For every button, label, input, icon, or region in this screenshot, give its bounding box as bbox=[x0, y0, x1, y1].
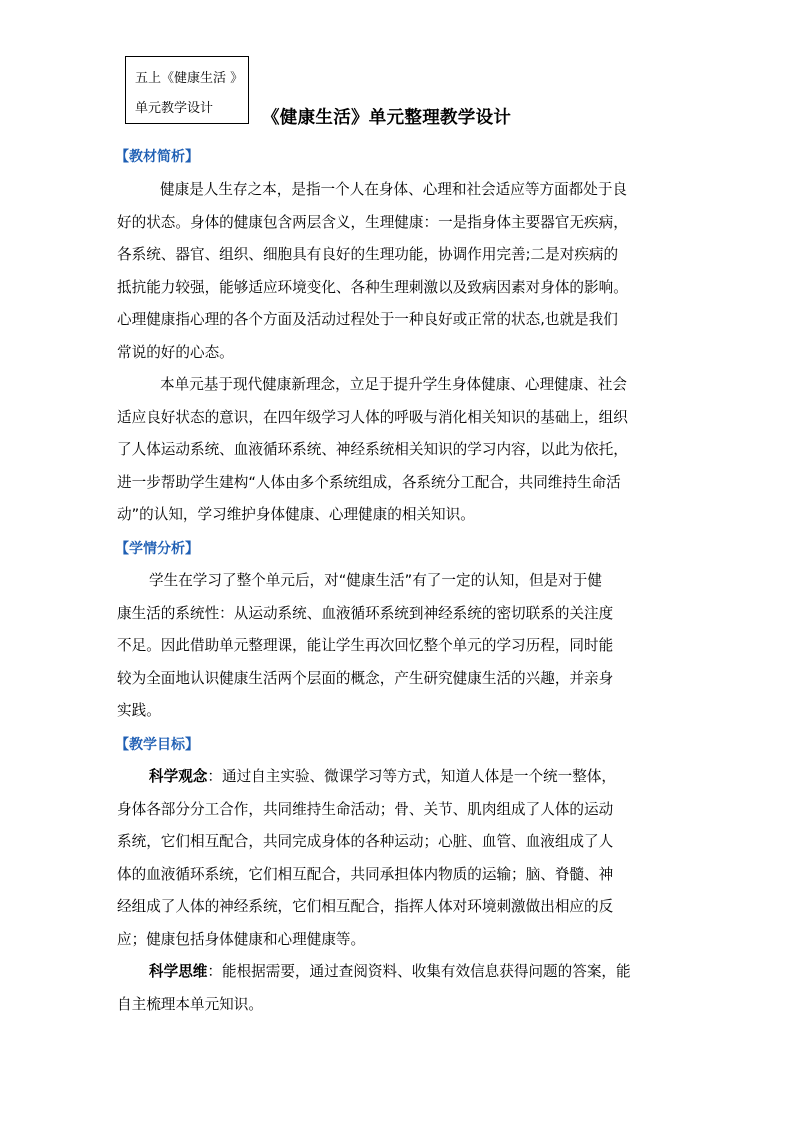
text-line: 动”的认知，学习维护身体健康、心理健康的相关知识。 bbox=[117, 506, 475, 524]
heading-student-analysis: 【学情分析】 bbox=[115, 541, 199, 557]
text-line: 心理健康指心理的各个方面及活动过程处于一种良好或正常的状态,也就是我们 bbox=[117, 311, 618, 329]
unit-label-box bbox=[125, 56, 249, 124]
text-line: 实践。 bbox=[117, 702, 161, 720]
heading-textbook-analysis: 【教材简析】 bbox=[115, 149, 199, 165]
text-line: 本单元基于现代健康新理念，立足于提升学生身体健康、心理健康、社会 bbox=[160, 376, 628, 393]
science-concept-label: 科学观念 bbox=[149, 768, 208, 785]
text-line bbox=[117, 761, 682, 794]
science-concept-text: ：通过自主实验、微课学习等方式，知道人体是一个统一整体， bbox=[207, 768, 617, 785]
text-line: 进一步帮助学生建构“人体由多个系统组成，各系统分工配合，共同维持生命活 bbox=[117, 473, 621, 491]
text-line: 常说的好的心态。 bbox=[117, 343, 234, 361]
heading-teaching-goals: 【教学目标】 bbox=[115, 737, 199, 753]
text-line: 了人体运动系统、血液循环系统、神经系统相关知识的学习内容，以此为依托， bbox=[117, 441, 628, 459]
student-paragraph bbox=[117, 565, 682, 728]
text-line: 不足。因此借助单元整理课，能让学生再次回忆整个单元的学习历程，同时能 bbox=[117, 637, 614, 655]
textbook-paragraph-2 bbox=[117, 369, 682, 532]
unit-label-line-2: 单元教学设计 bbox=[135, 101, 214, 116]
document-title: 《健康生活》单元整理教学设计 bbox=[262, 108, 512, 128]
text-line: 自主梳理本单元知识。 bbox=[117, 995, 263, 1013]
text-line: 体的血液循环系统，它们相互配合，共同承担体内物质的运输；脑、脊髓、神 bbox=[117, 865, 614, 883]
text-line: 健康是人生存之本，是指一个人在身体、心理和社会适应等方面都处于良 bbox=[160, 181, 628, 198]
text-line: 应；健康包括身体健康和心理健康等。 bbox=[117, 930, 366, 948]
textbook-paragraph-1 bbox=[117, 174, 682, 370]
science-thinking-paragraph bbox=[117, 956, 682, 1021]
text-line: 经组成了人体的神经系统，它们相互配合，指挥人体对环境刺激做出相应的反 bbox=[117, 898, 614, 916]
text-line: 适应良好状态的意识，在四年级学习人体的呼吸与消化相关知识的基础上，组织 bbox=[117, 408, 628, 426]
text-line: 康生活的系统性：从运动系统、血液循环系统到神经系统的密切联系的关注度 bbox=[117, 604, 614, 622]
science-concept-paragraph bbox=[117, 761, 682, 957]
text-line: 身体各部分分工合作，共同维持生命活动；骨、关节、肌肉组成了人体的运动 bbox=[117, 800, 614, 818]
unit-label-line-1: 五上《健康生活 》 bbox=[135, 71, 244, 86]
science-thinking-label: 科学思维 bbox=[149, 963, 208, 980]
text-line: 抵抗能力较强，能够适应环境变化、各种生理刺激以及致病因素对身体的影响。 bbox=[117, 278, 628, 296]
text-line: 好的状态。身体的健康包含两层含义，生理健康：一是指身体主要器官无疾病， bbox=[117, 213, 628, 231]
science-thinking-text: ：能根据需要，通过查阅资料、收集有效信息获得问题的答案，能 bbox=[207, 963, 631, 980]
text-line: 学生在学习了整个单元后，对“健康生活”有了一定的认知，但是对于健 bbox=[149, 572, 602, 589]
text-line: 系统，它们相互配合，共同完成身体的各种运动；心脏、血管、血液组成了人 bbox=[117, 833, 614, 851]
text-line: 较为全面地认识健康生活两个层面的概念，产生研究健康生活的兴趣，并亲身 bbox=[117, 669, 614, 687]
text-line: 各系统、器官、组织、细胞具有良好的生理功能，协调作用完善;二是对疾病的 bbox=[117, 246, 619, 264]
text-line bbox=[117, 956, 682, 989]
